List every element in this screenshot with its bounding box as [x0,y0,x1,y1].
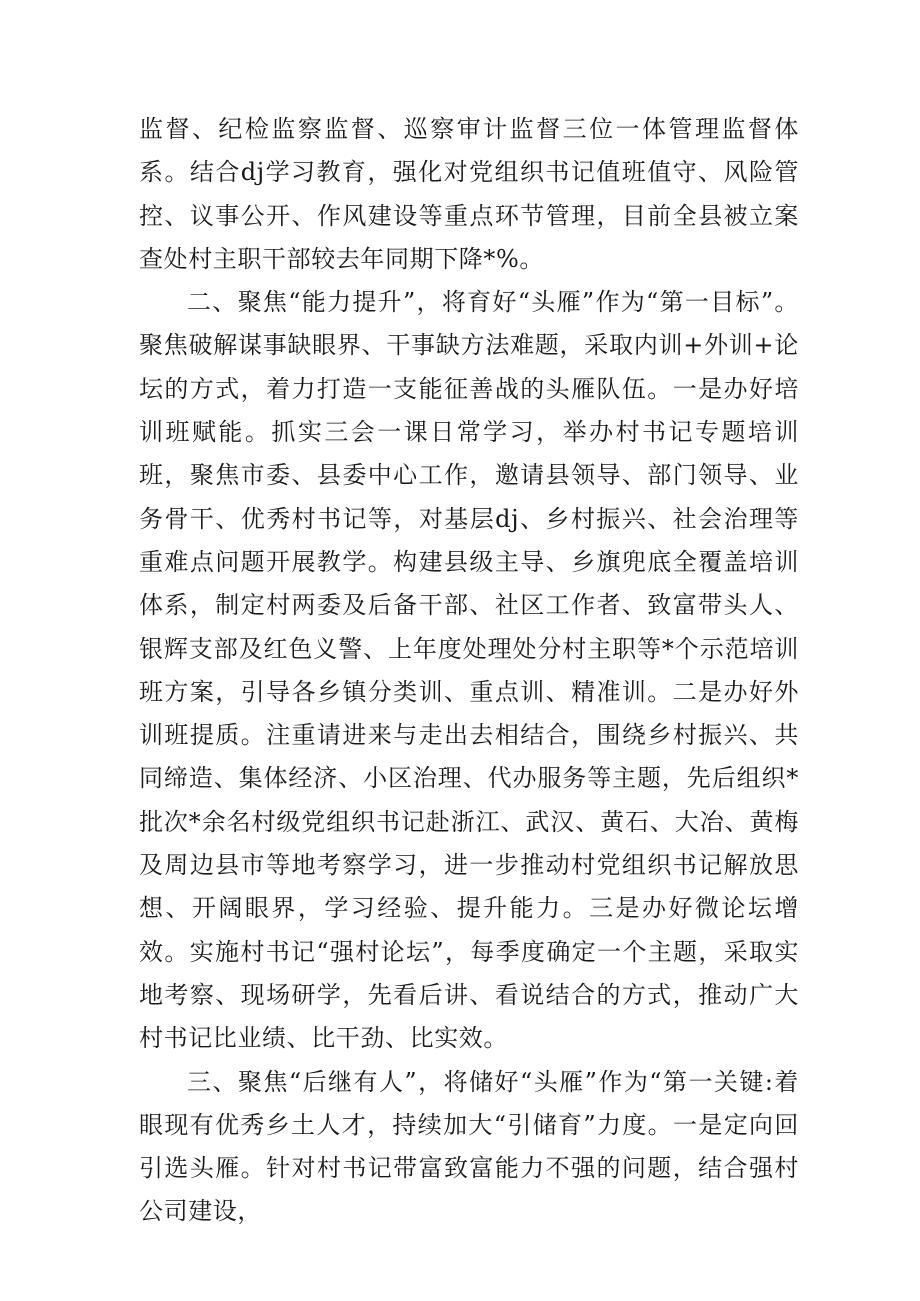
paragraph-2: 二、聚焦“能力提升”，将育好“头雁”作为“第一目标”。聚焦破解谋事缺眼界、干事缺方法难题，采取内训+外训+论坛的方式，着力打造一支能征善战的头雁队伍。一是办好培训班赋能。抓实三会一课日常学习，举办村书记专题培训班，聚焦市委、县委中心工作，邀请县领导、部门领导、业务骨干、优秀村书记等，对基层dj、乡村振兴、社会治理等重难点问题开展教学。构建县级主导、乡旗兜底全覆盖培训体系，制定村两委及后备干部、社区工作者、致富带头人、银辉支部及红色义警、上年度处理处分村主职等*个示范培训班方案，引导各乡镇分类训、重点训、精准训。二是办好外训班提质。注重请进来与走出去相结合，围绕乡村振兴、共同缔造、集体经济、小区治理、代办服务等主题，先后组织*批次*余名村级党组织书记赴浙江、武汉、黄石、大冶、黄梅及周边县市等地考察学习，进一步推动村党组织书记解放思想、开阔眼界，学习经验、提升能力。三是办好微论坛增效。实施村书记“强村论坛”，每季度确定一个主题，采取实地考察、现场研学，先看后讲、看说结合的方式，推动广大村书记比业绩、比干劲、比实效。 [139,288,799,1053]
document-body [139,108,799,1234]
paragraph-3: 三、聚焦“后继有人”，将储好“头雁”作为“第一关键:着眼现有优秀乡土人才，持续加大“引储育”力度。一是定向回引选头雁。针对村书记带富致富能力不强的问题，结合强村公司建设， [139,1067,799,1226]
paragraph-1: 监督、纪检监察监督、巡察审计监督三位一体管理监督体系。结合dj学习教育，强化对党组织书记值班值守、风险管控、议事公开、作风建设等重点环节管理，目前全县被立案查处村主职干部较去年同期下降*%。 [139,115,799,273]
